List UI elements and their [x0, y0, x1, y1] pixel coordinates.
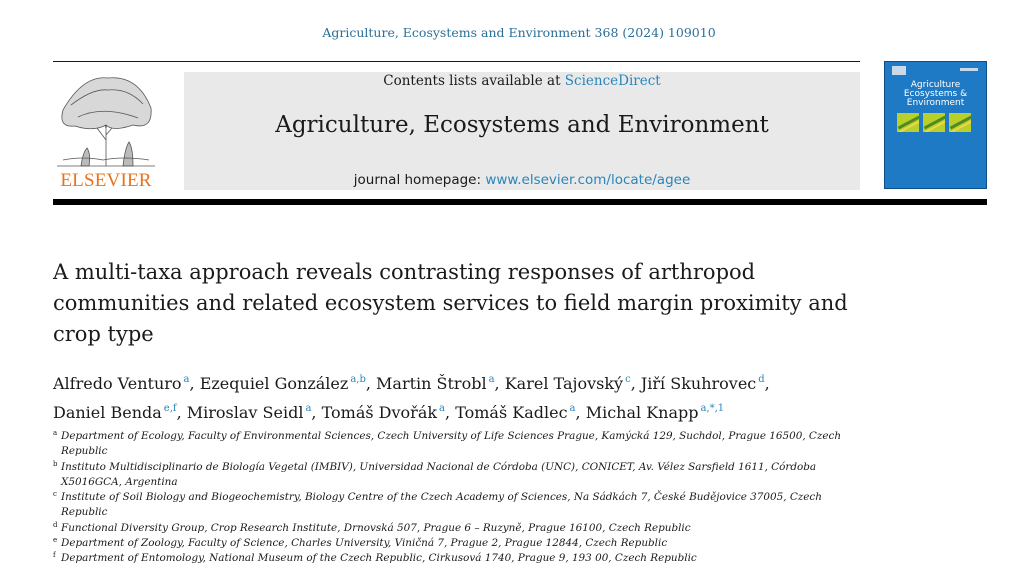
affiliation-label: e — [53, 536, 58, 545]
affiliation-label: b — [53, 459, 58, 468]
author[interactable]: Daniel Benda $^{e,f}$ — [53, 403, 177, 422]
author[interactable]: Jiří Skuhrovec $^d$ — [640, 374, 765, 393]
homepage-line — [184, 172, 860, 188]
cover-logo-icon — [892, 66, 906, 75]
publisher-name[interactable]: ELSEVIER — [60, 170, 152, 191]
author[interactable]: Tomáš Dvořák $^a$ — [321, 403, 446, 422]
journal-citation[interactable]: Agriculture, Ecosystems and Environment 368 (2024) 109010 — [322, 25, 716, 40]
affiliation-marker[interactable]: a — [488, 374, 495, 385]
section-rule — [53, 199, 987, 205]
affiliation: e Department of Zoology, Faculty of Science, Charles University, Viničná 7, Prague 2, Prague 12844, Czech Republic — [53, 536, 853, 551]
cover-issue-mark — [960, 68, 978, 71]
author[interactable]: Ezequiel González $^{a,b}$ — [199, 374, 366, 393]
contents-prefix: Contents lists available at — [383, 73, 565, 89]
author[interactable]: Michal Knapp $^{a,*,1}$ — [585, 403, 725, 422]
cover-title: Agriculture Ecosystems & Environment — [903, 80, 968, 108]
affiliation: b Instituto Multidisciplinario de Biología Vegetal (IMBIV), Universidad Nacional de Córdoba (UNC), CONICET, Av. Vélez Sarsfield 1611, Córdoba X5016GCA, Argentina — [53, 460, 853, 491]
author[interactable]: Martin Štrobl $^a$ — [376, 374, 495, 393]
author[interactable]: Miroslav Seidl $^a$ — [186, 403, 312, 422]
author[interactable]: Karel Tajovský $^c$ — [504, 374, 631, 393]
cover-field-image — [923, 113, 945, 132]
affiliation-list — [53, 429, 853, 567]
cover-field-image — [897, 113, 919, 132]
sciencedirect-link[interactable]: ScienceDirect — [564, 73, 661, 89]
homepage-link[interactable]: www.elsevier.com/locate/agee — [485, 172, 691, 188]
affiliation-marker[interactable]: a — [439, 403, 446, 414]
affiliation-label: a — [53, 429, 58, 437]
affiliation-label: f — [53, 551, 56, 560]
affiliation-marker[interactable]: a — [305, 403, 312, 414]
affiliation-marker[interactable]: a — [569, 403, 576, 414]
affiliation: a Department of Ecology, Faculty of Environmental Sciences, Czech University of Life Sciences Prague, Kamýcká 129, Suchdol, Prague 16500, Czech Republic — [53, 429, 853, 460]
header-rule — [53, 61, 860, 62]
cover-images — [897, 113, 971, 132]
affiliation: d Functional Diversity Group, Crop Research Institute, Drnovská 507, Prague 6 – Ruzyně, Prague 16100, Czech Republic — [53, 521, 853, 536]
affiliation-marker[interactable]: a — [183, 374, 190, 385]
affiliation-marker[interactable]: a,*,1 — [700, 403, 725, 414]
journal-title: Agriculture, Ecosystems and Environment — [275, 112, 769, 138]
affiliation-label: d — [53, 520, 58, 529]
affiliation-marker[interactable]: e,f — [163, 403, 177, 414]
affiliation: c Institute of Soil Biology and Biogeochemistry, Biology Centre of the Czech Academy of Sciences, Na Sádkách 7, České Budějovice 37005, Czech Republic — [53, 490, 853, 521]
affiliation-marker[interactable]: d — [758, 374, 765, 385]
journal-cover[interactable] — [884, 61, 987, 189]
homepage-prefix: journal homepage: — [353, 172, 486, 188]
affiliation-marker[interactable]: a,b — [350, 374, 366, 385]
affiliation: f Department of Entomology, National Museum of the Czech Republic, Cirkusová 1740, Prague 9, 193 00, Czech Republic — [53, 551, 853, 566]
article-title: A multi-taxa approach reveals contrasting responses of arthropod communities and related ecosystem services to field margin proximity and crop type — [53, 260, 848, 346]
cover-field-image — [949, 113, 971, 132]
journal-banner — [184, 72, 860, 190]
affiliation-label: c — [53, 490, 57, 499]
contents-line — [184, 73, 860, 89]
author[interactable]: Alfredo Venturo $^a$ — [53, 374, 190, 393]
affiliation-marker[interactable]: c — [625, 374, 631, 385]
author[interactable]: Tomáš Kadlec $^a$ — [455, 403, 576, 422]
author-list: Alfredo Venturo $^a$, Ezequiel González $^{a,b}$, Martin Štrobl $^a$, Karel Tajovský $^c$, Jiří Skuhrovec $^d$, Daniel Benda $^{e,f}$, Miroslav Seidl $^a$, Tomáš Dvořák $^a$, Tomáš Kadlec $^a$, Michal Knapp $^{a,*,1}$ — [53, 374, 770, 422]
corresponding-author-icon[interactable]: * — [709, 403, 715, 414]
